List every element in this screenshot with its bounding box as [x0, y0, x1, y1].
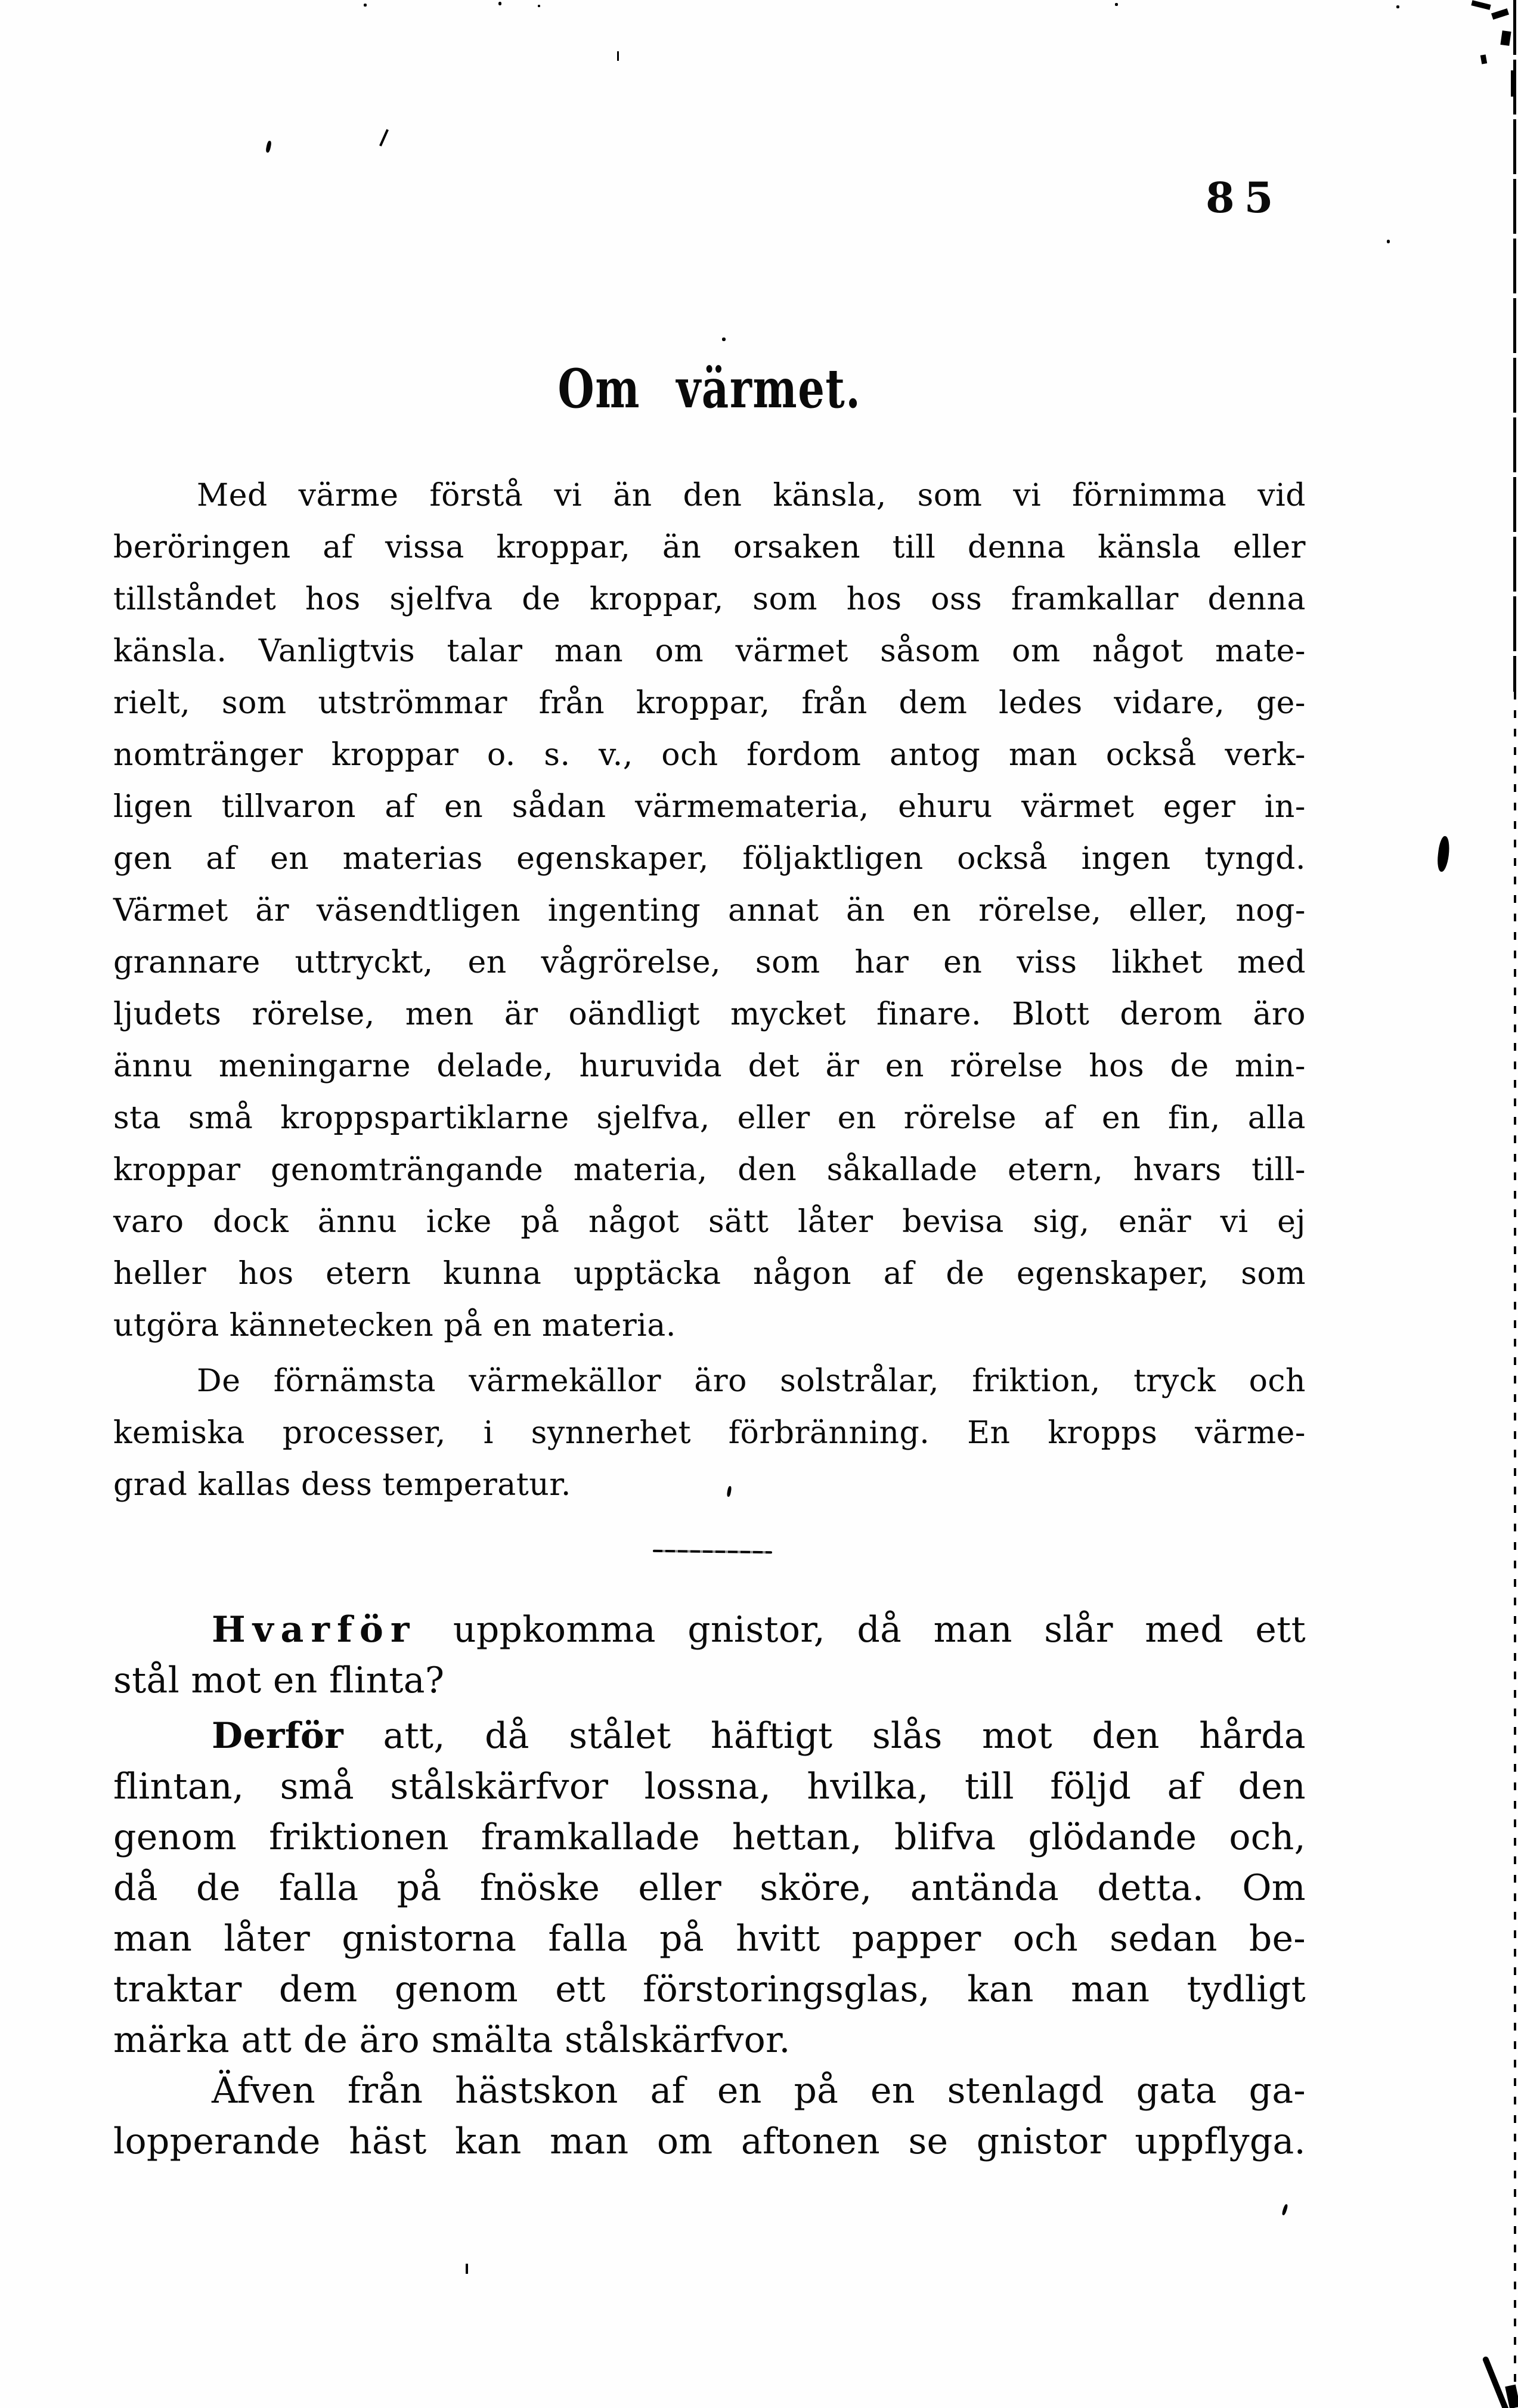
scan-speck	[498, 2, 501, 5]
section-divider	[653, 1550, 772, 1553]
text-line: märka att de äro smälta stålskärfvor.	[113, 2019, 791, 2061]
text-line: kroppar genomträngande materia, den såkallade etern, hvars till-	[113, 1152, 1306, 1188]
scan-speck	[1281, 2204, 1288, 2216]
paragraph-lead-word: Hvarför	[212, 1609, 417, 1651]
scan-noise-corner	[1511, 70, 1516, 97]
text-line: känsla. Vanligtvis talar man om värmet såsom om något mate-	[113, 633, 1306, 669]
text-line: nomtränger kroppar o. s. v., och fordom antog man också verk-	[113, 737, 1306, 773]
text-line: Hvarför uppkomma gnistor, då man slår med ett	[212, 1609, 1306, 1651]
text-line: grad kallas dess temperatur.	[113, 1467, 571, 1503]
paragraph-lead-word: Derför	[212, 1715, 344, 1757]
scan-speck	[466, 2264, 468, 2274]
body-paragraph-sources	[113, 1355, 1306, 1511]
text-line: ännu meningarne delade, huruvida det är en rörelse hos de min-	[113, 1048, 1306, 1084]
text-line: stål mot en flinta?	[113, 1660, 445, 1701]
page-edge-line-bottom	[1514, 692, 1516, 2408]
text-line: heller hos etern kunna upptäcka någon af de egenskaper, som	[113, 1256, 1306, 1292]
scan-speck	[265, 140, 272, 153]
text-line: tillståndet hos sjelfva de kroppar, som hos oss framkallar denna	[113, 581, 1306, 617]
text-line: varo dock ännu icke på något sätt låter bevisa sig, enär vi ej	[113, 1204, 1306, 1240]
text-line: traktar dem genom ett förstoringsglas, kan man tydligt	[113, 1969, 1306, 2010]
scan-speck	[617, 51, 619, 61]
text-line: grannare uttryckt, en vågrörelse, som har en viss likhet med	[113, 945, 1306, 980]
text-line: då de falla på fnöske eller sköre, antända detta. Om	[113, 1867, 1306, 1909]
intro-section	[113, 470, 1306, 1511]
scan-speck	[379, 129, 389, 146]
scan-noise-corner	[1480, 54, 1487, 64]
text-line: Äfven från hästskon af en på en stenlagd gata ga-	[212, 2070, 1306, 2112]
text-line: kemiska processer, i synnerhet förbränning. En kropps värme-	[113, 1415, 1306, 1451]
text-line: De förnämsta värmekällor äro solstrålar, friktion, tryck och	[197, 1363, 1306, 1399]
text-line: Med värme förstå vi än den känsla, som vi förnimma vid	[197, 478, 1306, 513]
question-paragraph	[113, 1605, 1306, 1706]
scan-speck	[1115, 3, 1118, 6]
ink-blot	[1436, 835, 1451, 872]
scan-speck	[1396, 5, 1399, 8]
answer-paragraph	[113, 1711, 1306, 2066]
scan-speck	[1387, 240, 1390, 243]
scan-noise-corner	[1500, 30, 1511, 46]
text-line: Värmet är väsendtligen ingenting annat än en rörelse, eller, nog-	[113, 893, 1306, 928]
scan-noise-corner	[1471, 0, 1491, 10]
page-number: 85	[1206, 173, 1283, 222]
text-line: ligen tillvaron af en sådan värmemateria, ehuru värmet eger in-	[113, 789, 1306, 825]
text-line: gen af en materias egenskaper, följaktligen också ingen tyngd.	[113, 841, 1306, 877]
body-paragraph-intro	[113, 470, 1306, 1352]
scan-speck	[364, 4, 367, 7]
text-line: ljudets rörelse, men är oändligt mycket finare. Blott derom äro	[113, 996, 1306, 1032]
scan-noise-corner	[1491, 8, 1509, 20]
scan-speck	[538, 5, 540, 7]
page-title: Om värmet.	[557, 357, 862, 420]
question-answer-section	[113, 1605, 1306, 2167]
text-line: genom friktionen framkallade hettan, blifva glödande och,	[113, 1816, 1306, 1858]
text-line: Derför att, då stålet häftigt slås mot den hårda	[212, 1715, 1306, 1757]
text-line: lopperande häst kan man om aftonen se gnistor uppflyga.	[113, 2121, 1306, 2162]
text-line: sta små kroppspartiklarne sjelfva, eller en rörelse af en fin, alla	[113, 1100, 1306, 1136]
text-line: utgöra kännetecken på en materia.	[113, 1308, 676, 1344]
text-line: beröringen af vissa kroppar, än orsaken till denna känsla eller	[113, 530, 1306, 565]
text-line: rielt, som utströmmar från kroppar, från dem ledes vidare, ge-	[113, 685, 1306, 721]
closing-paragraph	[113, 2066, 1306, 2167]
text-line: flintan, små stålskärfvor lossna, hvilka, till följd af den	[113, 1766, 1306, 1807]
text-line: man låter gnistorna falla på hvitt papper och sedan be-	[113, 1918, 1306, 1960]
page-edge-line-top	[1513, 0, 1516, 692]
scan-speck	[722, 338, 726, 341]
